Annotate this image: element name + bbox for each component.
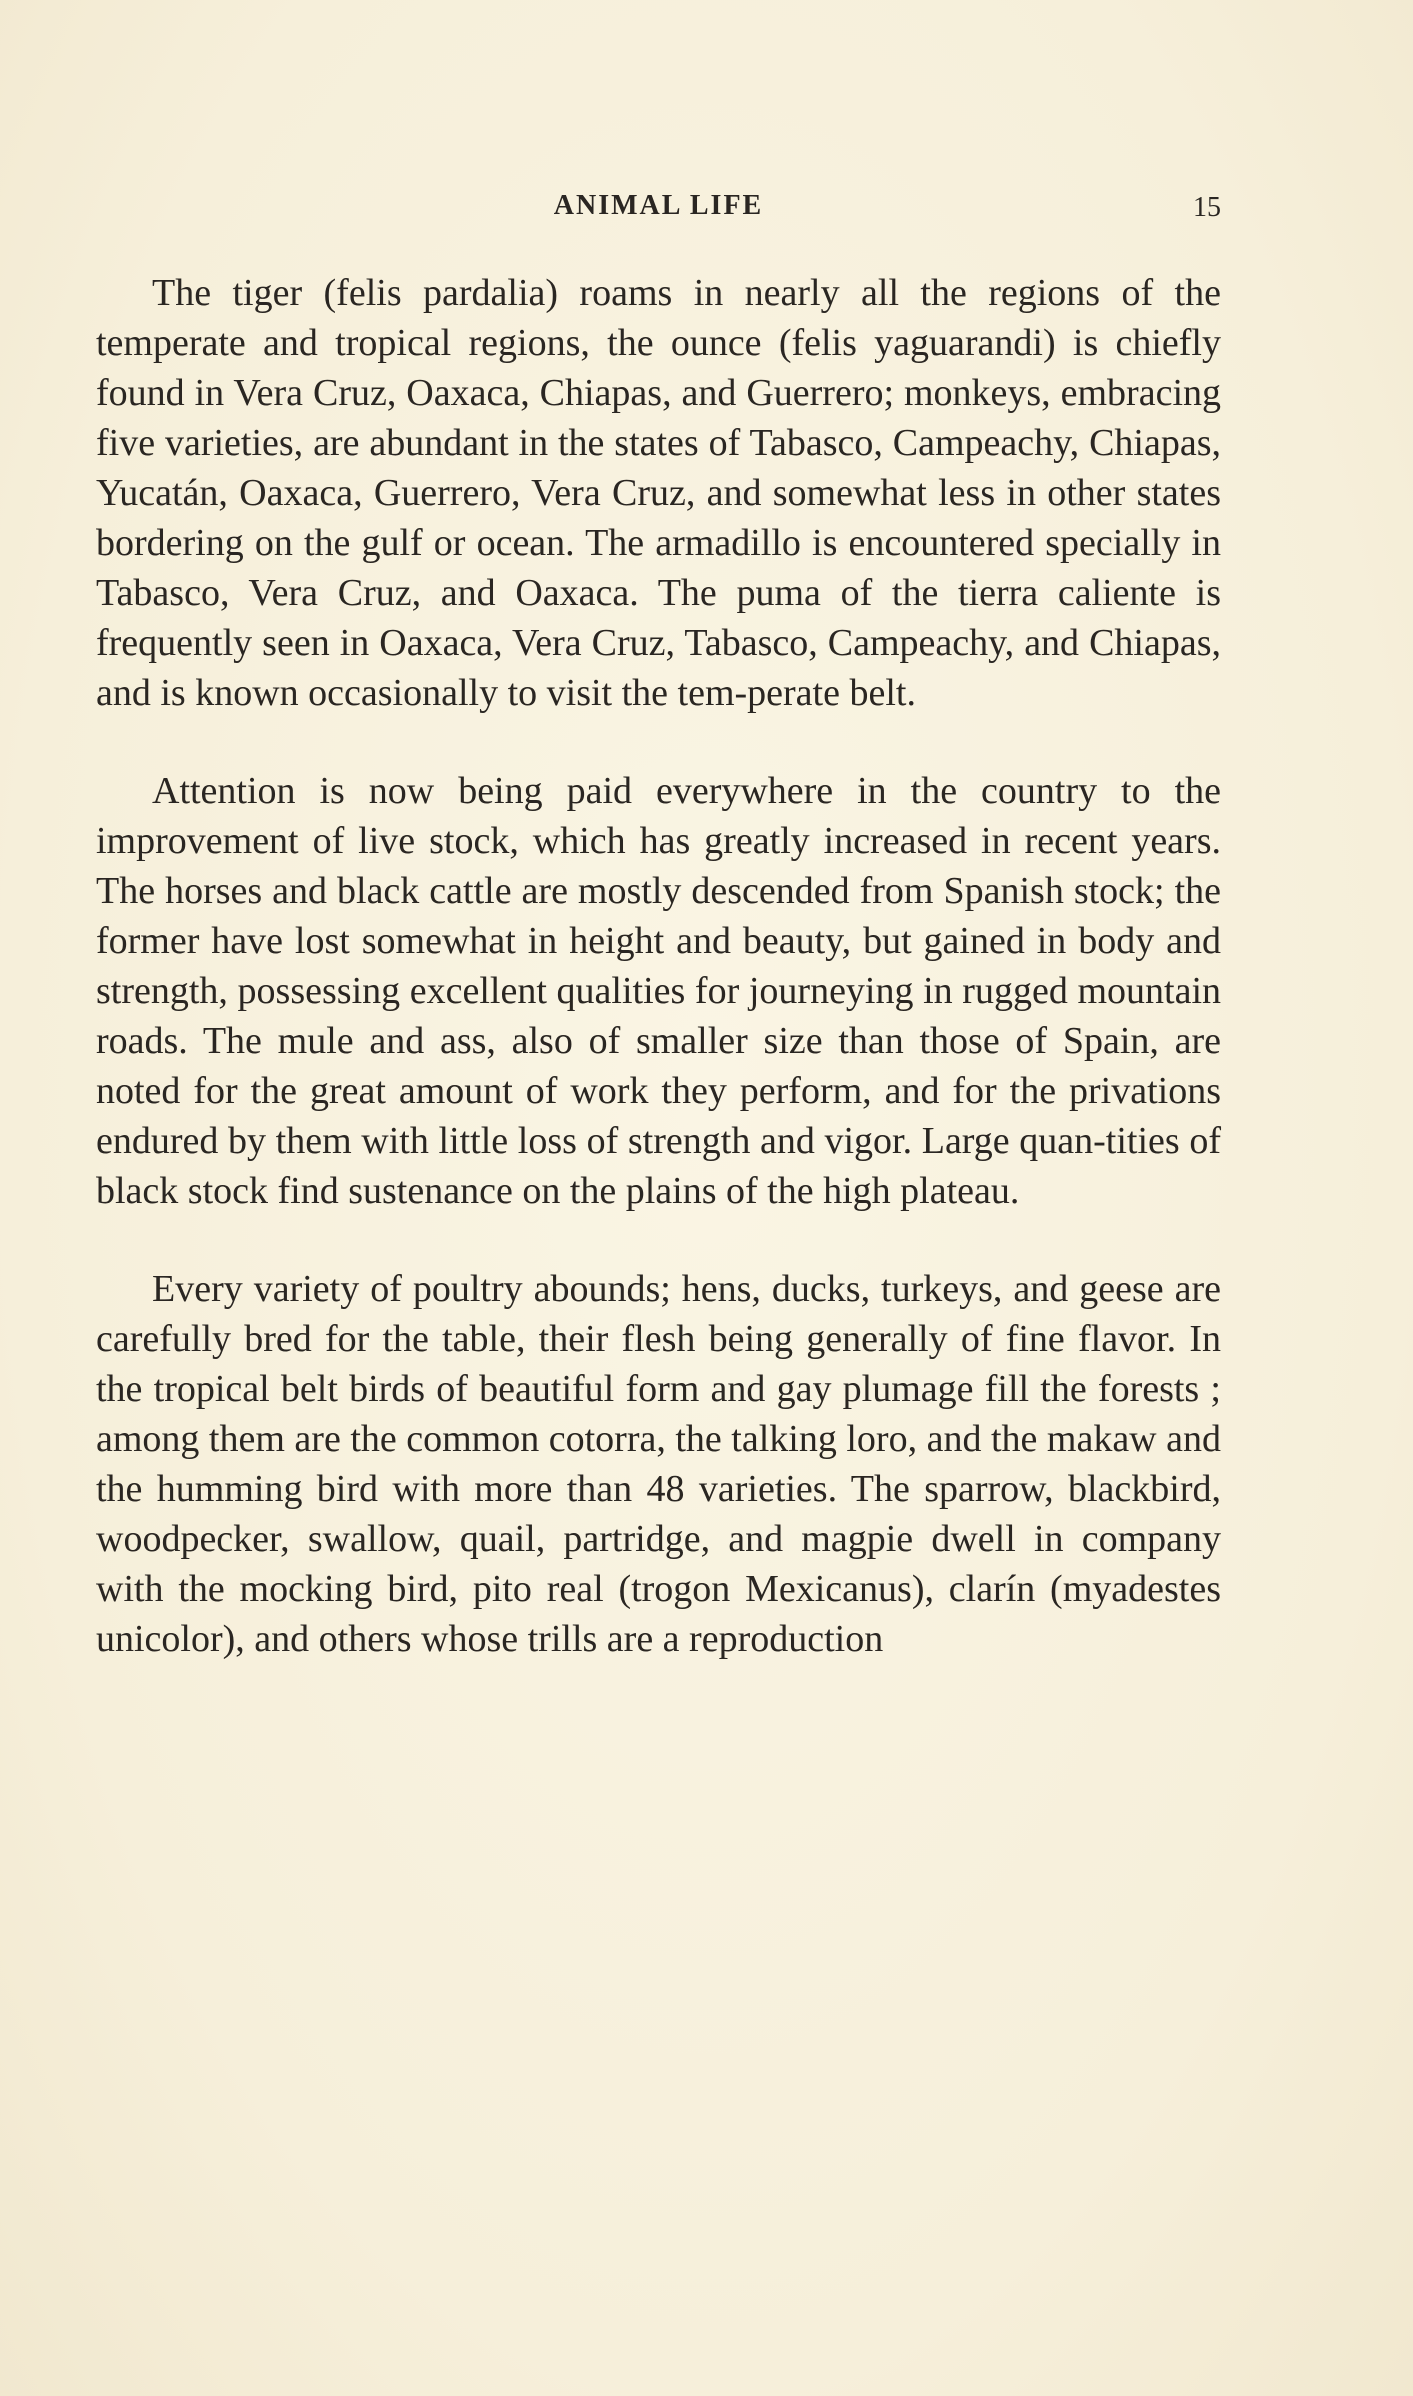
paragraph-poultry-birds: Every variety of poultry abounds; hens, ducks, turkeys, and geese are carefully bred for the table, their flesh being generally of fine flavor. In the tropical belt birds of beautiful form and gay plumage fill the forests ; among them are the common cotorra, the talking loro, and the makaw and the humming bird with more than 48 varieties. The sparrow, blackbird, woodpecker, swallow, quail, partridge, and magpie dwell in company with the mocking bird, pito real (trogon Mexicanus), clarín (myadestes unicolor), and others whose trills are a reproduction <box>96 1268 1221 1660</box>
body-text <box>96 268 1221 1664</box>
running-head <box>96 190 1221 230</box>
page-number: 15 <box>1193 192 1221 223</box>
paragraph-live-stock: Attention is now being paid everywhere in the country to the improvement of live stock, which has greatly increased in recent years. The horses and black cattle are mostly descended from Spanish stock; the former have lost somewhat in height and beauty, but gained in body and strength, possessing excellent qualities for journeying in rugged mountain roads. The mule and ass, also of smaller size than those of Spain, are noted for the great amount of work they perform, and for the privations endured by them with little loss of strength and vigor. Large quan-tities of black stock find sustenance on the plains of the high plateau. <box>96 770 1221 1212</box>
chapter-title: ANIMAL LIFE <box>553 190 764 221</box>
paragraph-wild-animals: The tiger (felis pardalia) roams in nearly all the regions of the temperate and tropical regions, the ounce (felis yaguarandi) is chiefly found in Vera Cruz, Oaxaca, Chiapas, and Guerrero; monkeys, embracing five varieties, are abundant in the states of Tabasco, Campeachy, Chiapas, Yucatán, Oaxaca, Guerrero, Vera Cruz, and somewhat less in other states bordering on the gulf or ocean. The armadillo is encountered specially in Tabasco, Vera Cruz, and Oaxaca. The puma of the tierra caliente is frequently seen in Oaxaca, Vera Cruz, Tabasco, Campeachy, and Chiapas, and is known occasionally to visit the tem-perate belt. <box>96 272 1221 714</box>
